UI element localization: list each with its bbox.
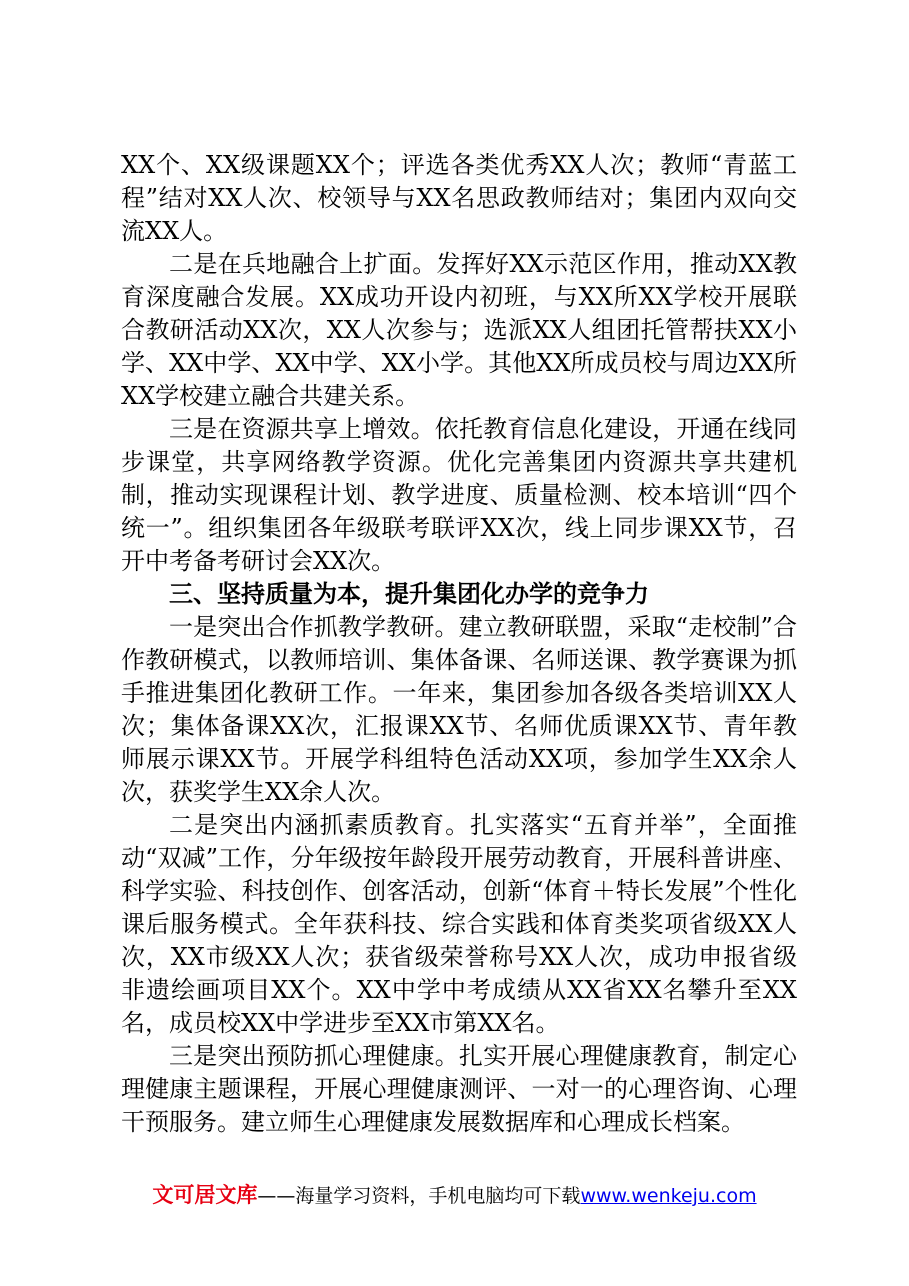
- paragraph-resource-sharing: 三是在资源共享上增效。依托教育信息化建设，开通在线同步课堂，共享网络教学资源。优化完善集团内资源共享共建机制，推动实现课程计划、教学进度、质量检测、校本培训“四个统一”。组织集团各年级联考联评XX次，线上同步课XX节，召开中考备考研讨会XX次。: [121, 415, 797, 575]
- document-body: [121, 149, 797, 1139]
- section-heading-quality: 三、坚持质量为本，提升集团化办学的竞争力: [169, 580, 649, 608]
- footer-brand: 文可居文库: [152, 1183, 258, 1207]
- paragraph-bingdi-integration: 二是在兵地融合上扩面。发挥好XX示范区作用，推动XX教育深度融合发展。XX成功开设内初班，与XX所XX学校开展联合教研活动XX次，XX人次参与；选派XX人组团托管帮扶XX小学、XX中学、XX中学、XX小学。其他XX所成员校与周边XX所XX学校建立融合共建关系。: [121, 250, 797, 410]
- footer-url-link[interactable]: www.wenkeju.com: [580, 1185, 757, 1207]
- paragraph-teaching-research: 一是突出合作抓教学教研。建立教研联盟，采取“走校制”合作教研模式，以教师培训、集体备课、名师送课、教学赛课为抓手推进集团化教研工作。一年来，集团参加各级各类培训XX人次；集体备课XX次，汇报课XX节、名师优质课XX节、青年教师展示课XX节。开展学科组特色活动XX项，参加学生XX余人次，获奖学生XX余人次。: [121, 613, 797, 806]
- paragraph-mental-health: 三是突出预防抓心理健康。扎实开展心理健康教育，制定心理健康主题课程，开展心理健康测评、一对一的心理咨询、心理干预服务。建立师生心理健康发展数据库和心理成长档案。: [121, 1042, 797, 1136]
- paragraph-quality-education: 二是突出内涵抓素质教育。扎实落实“五育并举”，全面推动“双减”工作，分年级按年龄段开展劳动教育，开展科普讲座、科学实验、科技创作、创客活动，创新“体育＋特长发展”个性化课后服务模式。全年获科技、综合实践和体育类奖项省级XX人次，XX市级XX人次；获省级荣誉称号XX人次，成功申报省级非遗绘画项目XX个。XX中学中考成绩从XX省XX名攀升至XX名，成员校XX中学进步至XX市第XX名。: [121, 811, 797, 1037]
- footer-slogan: ——海量学习资料，手机电脑均可下载: [257, 1185, 581, 1207]
- footer-banner: [0, 1182, 909, 1209]
- paragraph-continuation: XX个、XX级课题XX个；评选各类优秀XX人次；教师“青蓝工程”结对XX人次、校领导与XX名思政教师结对；集团内双向交流XX人。: [121, 151, 797, 245]
